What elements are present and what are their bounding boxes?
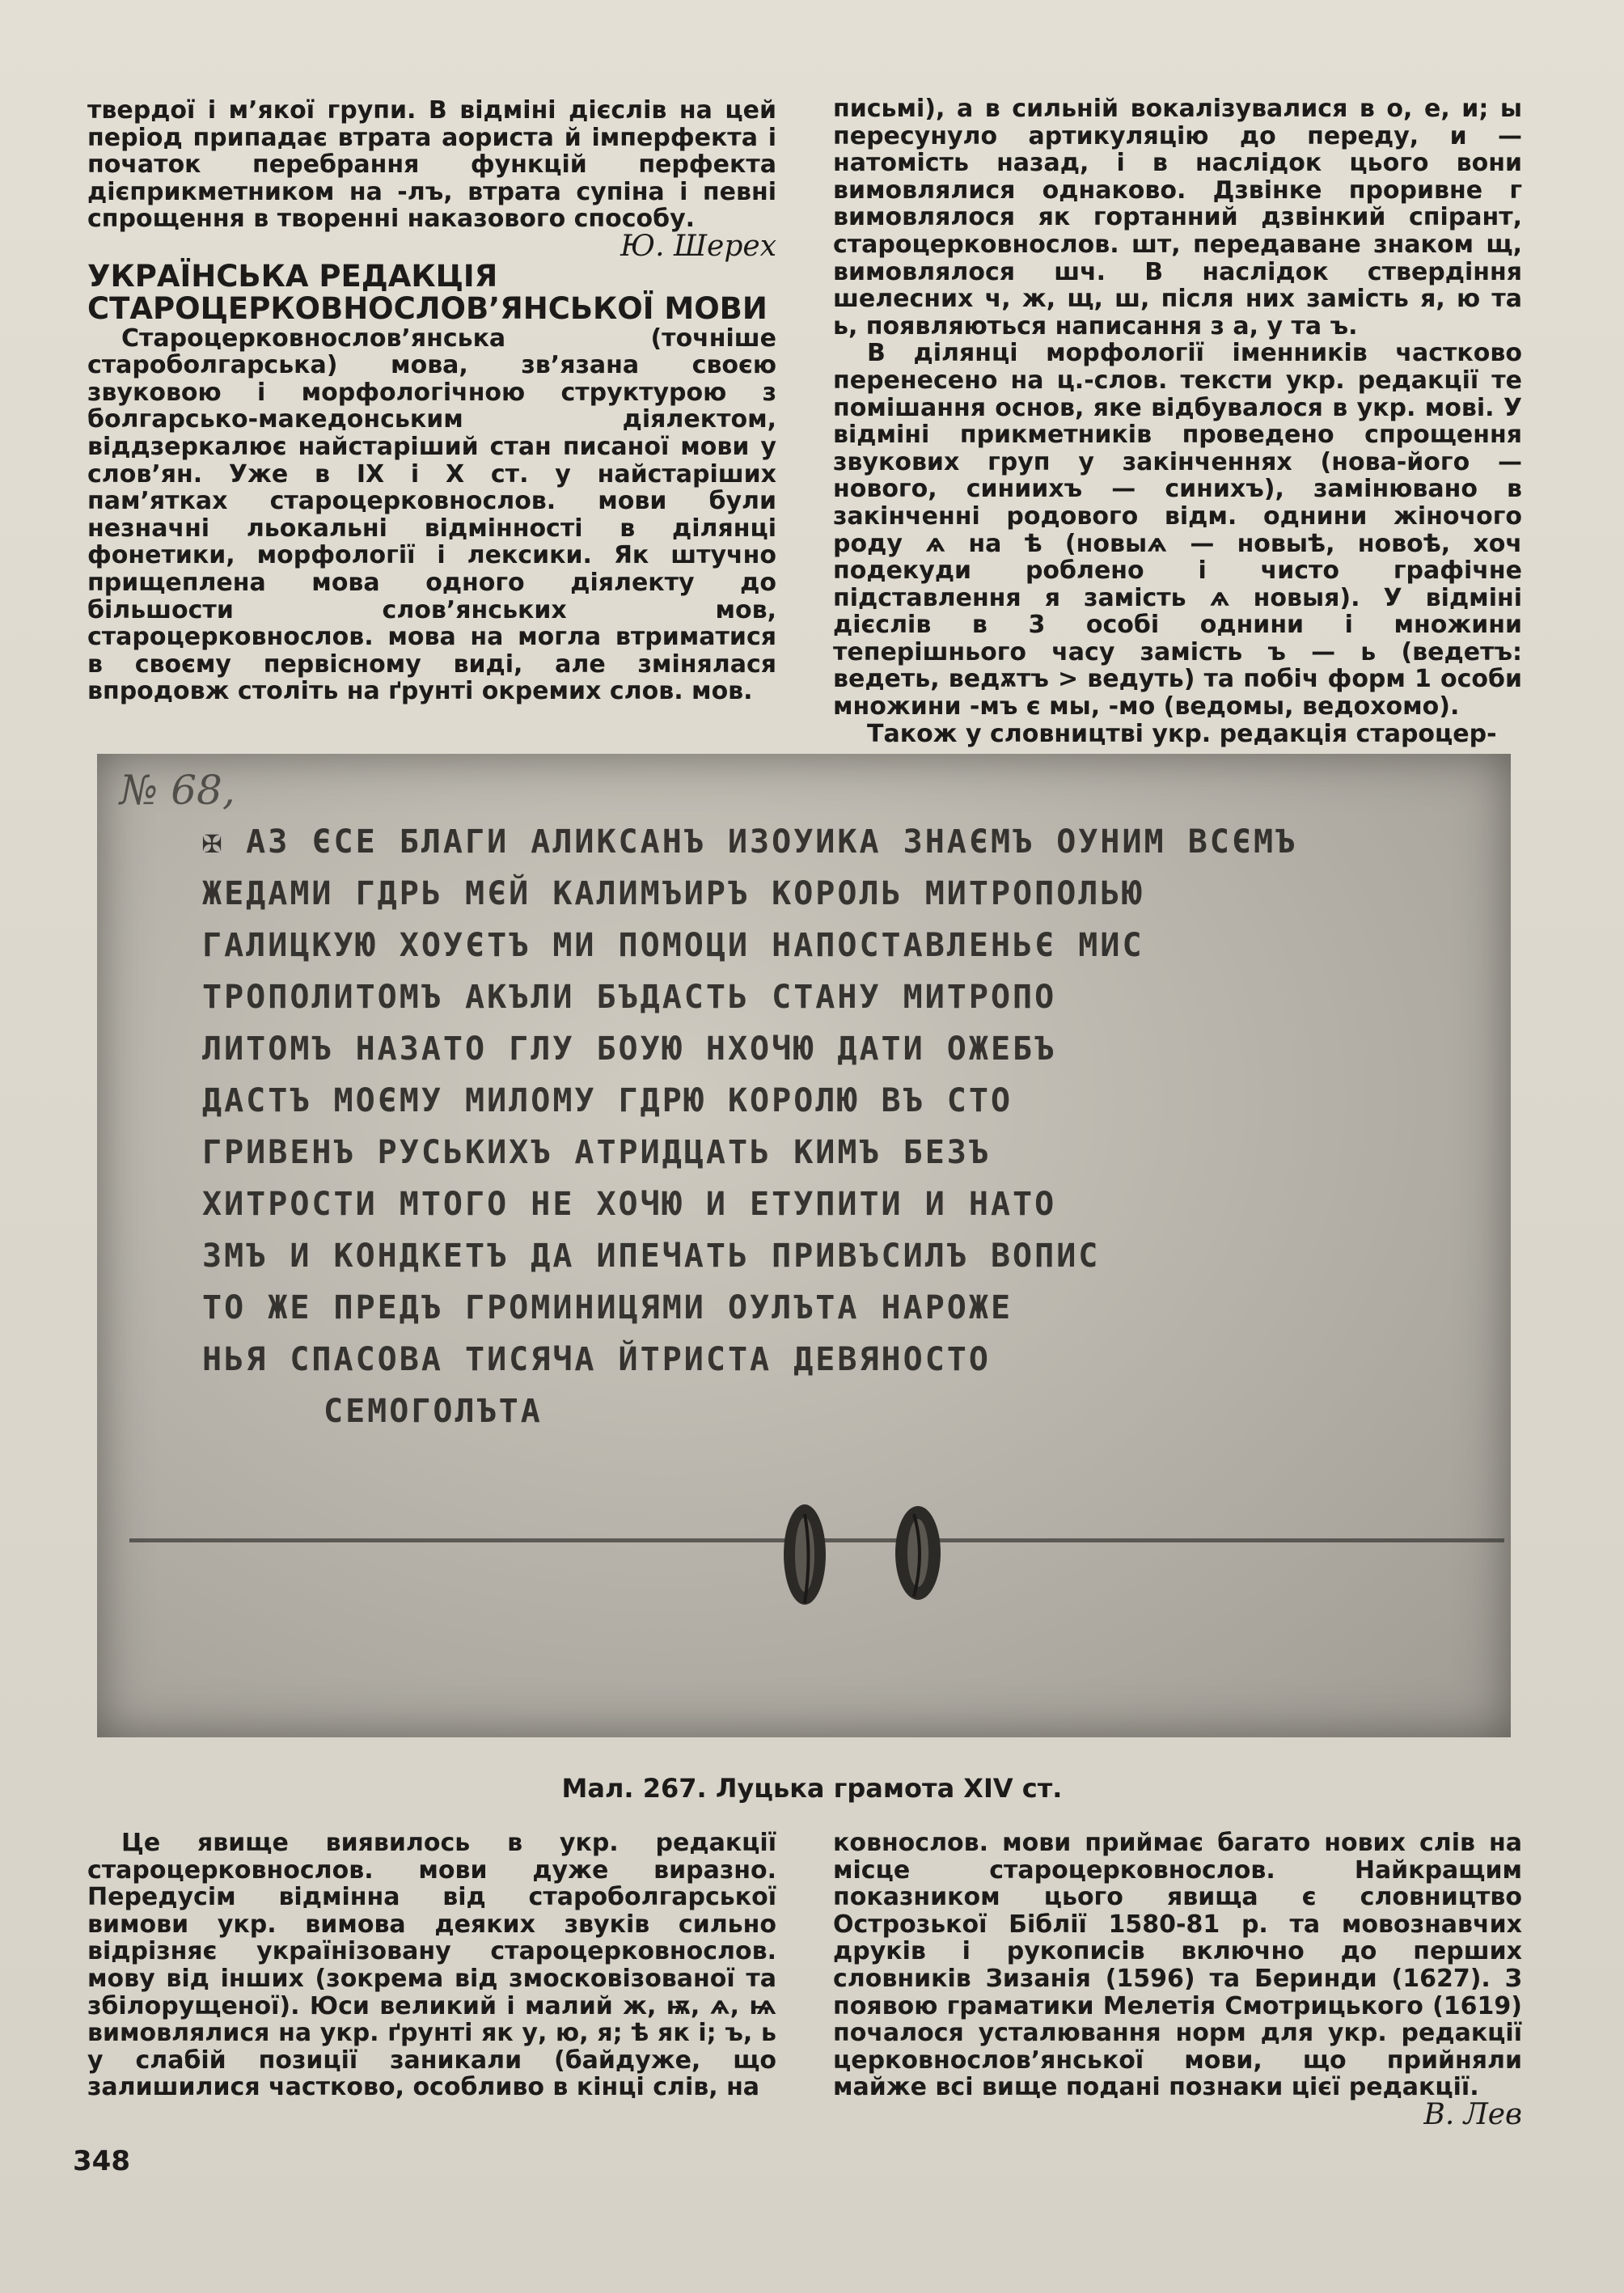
author-signature: В. Лев <box>1423 2097 1522 2131</box>
figure-caption: Мал. 267. Луцька грамота XIV ст. <box>561 1773 1063 1804</box>
bottom-right-column <box>833 1830 1522 2129</box>
paragraph: Також у словництві укр. редакція староцер- <box>867 719 1497 748</box>
charter-line: ДАСТЪ МОЄМУ МИЛОМУ ГДРЮ КОРОЛЮ ВЪ СТО <box>202 1082 1013 1119</box>
charter-line: ТРОПОЛИТОМЪ АКЪЛИ БЪДАСТЬ СТАНУ МИТРОПО <box>202 979 1057 1016</box>
charter-line: ЖЕДАМИ ГДРЬ МЄЙ КАЛИМЪИРЪ КОРОЛЬ МИТРОПОЛЬЮ <box>202 875 1144 912</box>
charter-line: ХИТРОСТИ МТОГО НЕ ХОЧЮ И ЕТУПИТИ И НАТО <box>202 1186 1057 1223</box>
charter-line: ✠ АЗ ЄСЕ БЛАГИ АЛИКСАНЪ ИЗОУИКА ЗНАЄМЪ ОУНИМ ВСЄМЪ <box>202 823 1298 861</box>
wax-seal-left-icon <box>776 1498 833 1627</box>
charter-line: ГАЛИЦКУЮ ХОУЄТЪ МИ ПОМОЦИ НАПОСТАВЛЕНЬЄ МИС <box>202 927 1144 964</box>
paragraph: Це явище виявилось в укр. редакції староцерковнослов. мови дуже виразно. Передусім відмінна від староболгарської вимови укр. вимова деяких звуків сильно відрізняє українізовану староцерковнослов. мову від інших (зокрема від змосковізованої та збілорущеної). Юси великий і малий ж, ѭ, ѧ, ѩ вимовлялися на укр. ґрунті як у, ю, я; ѣ як і; ъ, ь у слабій позиції заникали (байдуже, що залишилися частково, особливо в кінці слів, на <box>87 1829 776 2102</box>
paragraph: В ділянці морфології іменників частково перенесено на ц.-слов. тексти укр. редакції те помішання основ, яке відбувалося в укр. мові. У відміні прикметників проведено спрощення звукових груп у закінченнях (нова-його — нового, синиихъ — синихъ), замінювано в закінченні родового відм. однини жіночого роду ѧ на ѣ (новыѧ — новыѣ, новоѣ, хоч подекуди роблено і чисто графічне підставлення я замість ѧ новыя). У відміні дієслів в 3 особі однини і множини теперішнього часу замість ъ — ь (ведетъ: ведеть, ведѫтъ > ведуть) та побіч форм 1 особи множини -мъ є мы, -мо (ведомы, ведохомо). <box>833 339 1522 721</box>
top-right-column <box>833 95 1522 747</box>
paragraph: Староцерковнослов’янська (точніше староболгарська) мова, зв’язана своєю звуковою і морфологічною структурою з болгарсько-македонським діялектом, віддзеркалює найстаріший стан писаної мови у слов’ян. Уже в IX і X ст. у найстаріших пам’ятках староцерковнослов. мови були незначні льокальні відмінності в ділянці фонетики, морфології і лексики. Як штучно прищеплена мова одного діялекту до більшости слов’янських мов, староцерковнослов. мова на могла втриматися в своєму первісному виді, але змінялася впродовж століть на ґрунті окремих слов. мов. <box>87 324 776 706</box>
charter-line: ЗМЪ И КОНДКЕТЪ ДА ИПЕЧАТЬ ПРИВЪСИЛЪ ВОПИС <box>202 1237 1101 1275</box>
section-heading: УКРАЇНСЬКА РЕДАКЦІЯ СТАРОЦЕРКОВНОСЛОВ’ЯНСЬКОЇ МОВИ <box>87 258 768 326</box>
charter-line: НЬЯ СПАСОВА ТИСЯЧА ЙТРИСТА ДЕВЯНОСТО <box>202 1341 991 1378</box>
charter-line: ТО ЖЕ ПРЕДЪ ГРОМИНИЦЯМИ ОУЛЪТА НАРОЖЕ <box>202 1289 1013 1326</box>
top-left-column <box>87 97 776 705</box>
wax-seal-right-icon <box>890 1498 946 1627</box>
charter-line: ЛИТОМЪ НАЗАТО ГЛУ БОУЮ НХОЧЮ ДАТИ ОЖЕБЪ <box>202 1030 1057 1068</box>
author-signature: Ю. Шерех <box>620 229 776 263</box>
charter-number-mark: № 68, <box>120 767 235 814</box>
paragraph: письмі), а в сильній вокалізувалися в о, е, и; ы пересунуло артикуляцію до переду, и — натомість назад, і в наслідок цього вони вимовлялися однаково. Дзвінке проривне г вимовлялося як гортанний дзвінкий спірант, староцерковнослов. шт, передаване знаком щ, вимовлялося шч. В наслідок ствердіння шелесних ч, ж, щ, ш, після них замість я, ю та ь, появляються написання з а, у та ъ. <box>833 95 1522 341</box>
paragraph: твердої і м’якої групи. В відміні дієслів на цей період припадає втрата аориста й імперфекта і початок перебрання функцій перфекта дієприкметником на -лъ, втрата супіна і певні спрощення в творенні наказового способу. <box>87 96 776 234</box>
charter-photograph <box>97 754 1511 1737</box>
page-number: 348 <box>73 2145 130 2177</box>
bottom-left-column <box>87 1830 776 2101</box>
charter-line: ГРИВЕНЪ РУСЬКИХЪ АТРИДЦАТЬ КИМЪ БЕЗЪ <box>202 1134 991 1171</box>
charter-line: СЕМОГОЛЪТА <box>324 1393 543 1430</box>
paragraph: ковнослов. мови приймає багато нових слів на місце староцерковнослов. Найкращим показником цього явища є словництво Острозької Біблії 1580-81 р. та мовознавчих друків і рукописів включно до перших словників Зизанія (1596) та Беринди (1627). З появою граматики Мелетія Смотрицького (1619) почалося усталювання норм для укр. редакції церковнослов’янської мови, що прийняли майже всі вище подані познаки цієї редакції. <box>833 1829 1522 2102</box>
